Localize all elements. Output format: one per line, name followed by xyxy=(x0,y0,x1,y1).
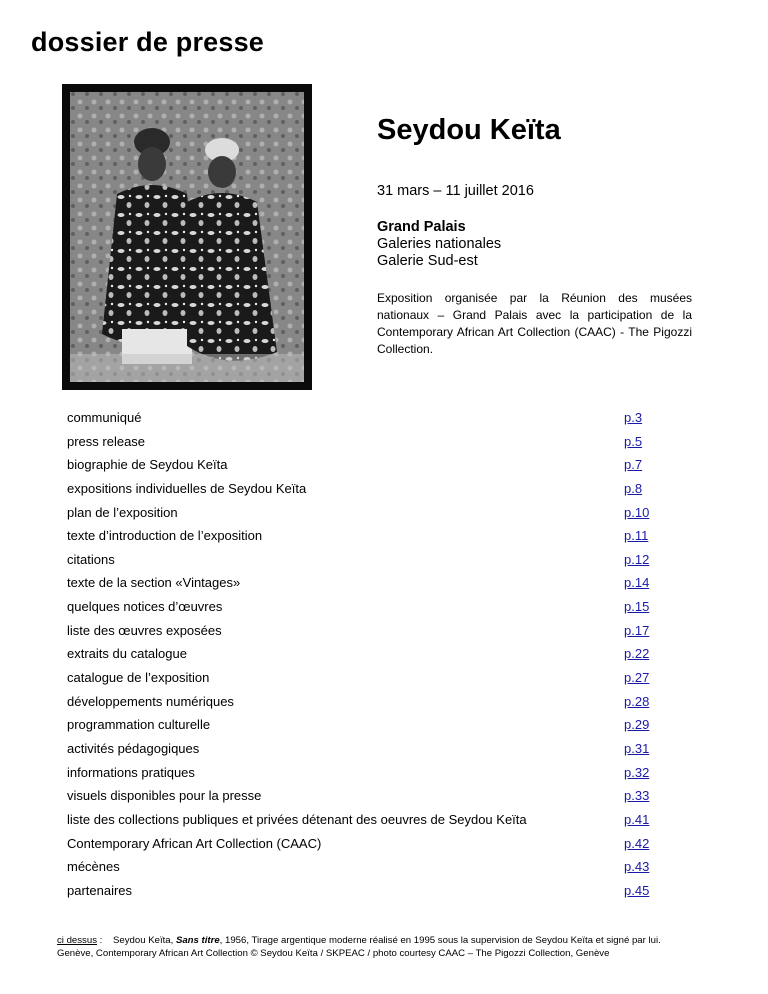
venue-block xyxy=(377,219,501,270)
exhibition-title: Seydou Keïta xyxy=(377,114,561,146)
toc-label: programmation culturelle xyxy=(67,717,211,733)
organizer-text: Exposition organisée par la Réunion des musées nationaux – Grand Palais avec la participation de la Contemporary African Art Collection (CAAC) - The Pigozzi Collection. xyxy=(377,291,692,356)
toc-page-link[interactable]: p.31 xyxy=(624,740,650,756)
toc-row xyxy=(67,666,657,690)
toc-row xyxy=(67,879,657,903)
caption-artist: Seydou Keïta, xyxy=(113,935,176,946)
toc-label: press release xyxy=(67,433,146,449)
toc-row xyxy=(67,548,657,572)
toc-label: informations pratiques xyxy=(67,764,195,780)
toc-page-link[interactable]: p.14 xyxy=(624,575,650,591)
document-title: dossier de presse xyxy=(31,27,265,57)
caption-line-1 xyxy=(57,934,747,947)
caption-line-2: Genève, Contemporary African Art Collection © Seydou Keïta / SKPEAC / photo courtesy CAAC – The Pigozzi Collection, Genève xyxy=(57,948,610,959)
toc-page-link[interactable]: p.27 xyxy=(624,670,650,686)
toc-page-link[interactable]: p.11 xyxy=(624,528,649,544)
toc-page-link[interactable]: p.29 xyxy=(624,717,650,733)
toc-row xyxy=(67,477,657,501)
toc-row xyxy=(67,406,657,430)
toc-row xyxy=(67,737,657,761)
toc-row xyxy=(67,642,657,666)
toc-page-link[interactable]: p.7 xyxy=(624,457,643,473)
caption-separator: : xyxy=(97,935,113,946)
caption-details: , 1956, Tirage argentique moderne réalisé en 1995 sous la supervision de Seydou Keïta et signé par lui. xyxy=(219,935,661,946)
venue-gallery: Galeries nationales xyxy=(377,236,502,252)
toc-row xyxy=(67,832,657,856)
toc-row xyxy=(67,855,657,879)
toc-label: mécènes xyxy=(67,859,120,875)
toc-label: biographie de Seydou Keïta xyxy=(67,457,228,473)
toc-label: liste des œuvres exposées xyxy=(67,622,222,638)
toc-page-link[interactable]: p.3 xyxy=(624,410,643,425)
toc-page-link[interactable]: p.32 xyxy=(624,764,650,780)
toc-label: développements numériques xyxy=(67,693,234,709)
toc-label: communiqué xyxy=(67,410,142,425)
toc-row xyxy=(67,430,657,454)
photo-caption xyxy=(57,934,747,960)
toc-page-link[interactable]: p.17 xyxy=(624,622,650,638)
toc-row xyxy=(67,619,657,643)
toc-page-link[interactable]: p.43 xyxy=(624,859,650,875)
toc-label: expositions individuelles de Seydou Keïta xyxy=(67,480,307,496)
toc-row xyxy=(67,524,657,548)
toc-row xyxy=(67,571,657,595)
exhibition-photo xyxy=(62,84,312,390)
toc-row xyxy=(67,690,657,714)
toc-label: citations xyxy=(67,551,115,567)
toc-row xyxy=(67,761,657,785)
toc-page-link[interactable]: p.41 xyxy=(624,811,650,827)
toc-label: extraits du catalogue xyxy=(67,646,187,662)
toc-label: activités pédagogiques xyxy=(67,740,200,756)
toc-page-link[interactable]: p.42 xyxy=(624,835,650,851)
toc-page-link[interactable]: p.5 xyxy=(624,433,643,449)
toc-label: Contemporary African Art Collection (CAAC) xyxy=(67,835,322,851)
toc-page-link[interactable]: p.33 xyxy=(624,788,650,804)
toc-label: catalogue de l’exposition xyxy=(67,670,210,686)
toc-label: plan de l’exposition xyxy=(67,504,178,520)
venue-name: Grand Palais xyxy=(377,219,466,235)
toc-label: texte de la section «Vintages» xyxy=(67,575,241,591)
toc-row xyxy=(67,595,657,619)
toc-row xyxy=(67,713,657,737)
toc-label: liste des collections publiques et privées détenant des oeuvres de Seydou Keïta xyxy=(67,811,527,827)
table-of-contents xyxy=(67,406,657,902)
toc-page-link[interactable]: p.12 xyxy=(624,551,650,567)
toc-page-link[interactable]: p.22 xyxy=(624,646,650,662)
toc-label: quelques notices d’œuvres xyxy=(67,599,223,615)
toc-row xyxy=(67,501,657,525)
venue-room: Galerie Sud-est xyxy=(377,253,478,269)
toc-row xyxy=(67,808,657,832)
caption-work-title: Sans titre xyxy=(175,935,220,946)
toc-page-link[interactable]: p.8 xyxy=(624,480,643,496)
toc-label: texte d’introduction de l’exposition xyxy=(67,528,263,544)
toc-row xyxy=(67,784,657,808)
photograph-two-women-icon xyxy=(62,84,312,390)
toc-page-link[interactable]: p.28 xyxy=(624,693,650,709)
toc-row xyxy=(67,453,657,477)
exhibition-dates: 31 mars – 11 juillet 2016 xyxy=(377,183,534,199)
toc-page-link[interactable]: p.10 xyxy=(624,504,650,520)
toc-page-link[interactable]: p.15 xyxy=(624,599,650,615)
toc-label: partenaires xyxy=(67,882,133,898)
toc-label: visuels disponibles pour la presse xyxy=(67,788,262,804)
caption-lead: ci dessus xyxy=(57,935,97,946)
toc-page-link[interactable]: p.45 xyxy=(624,882,650,898)
